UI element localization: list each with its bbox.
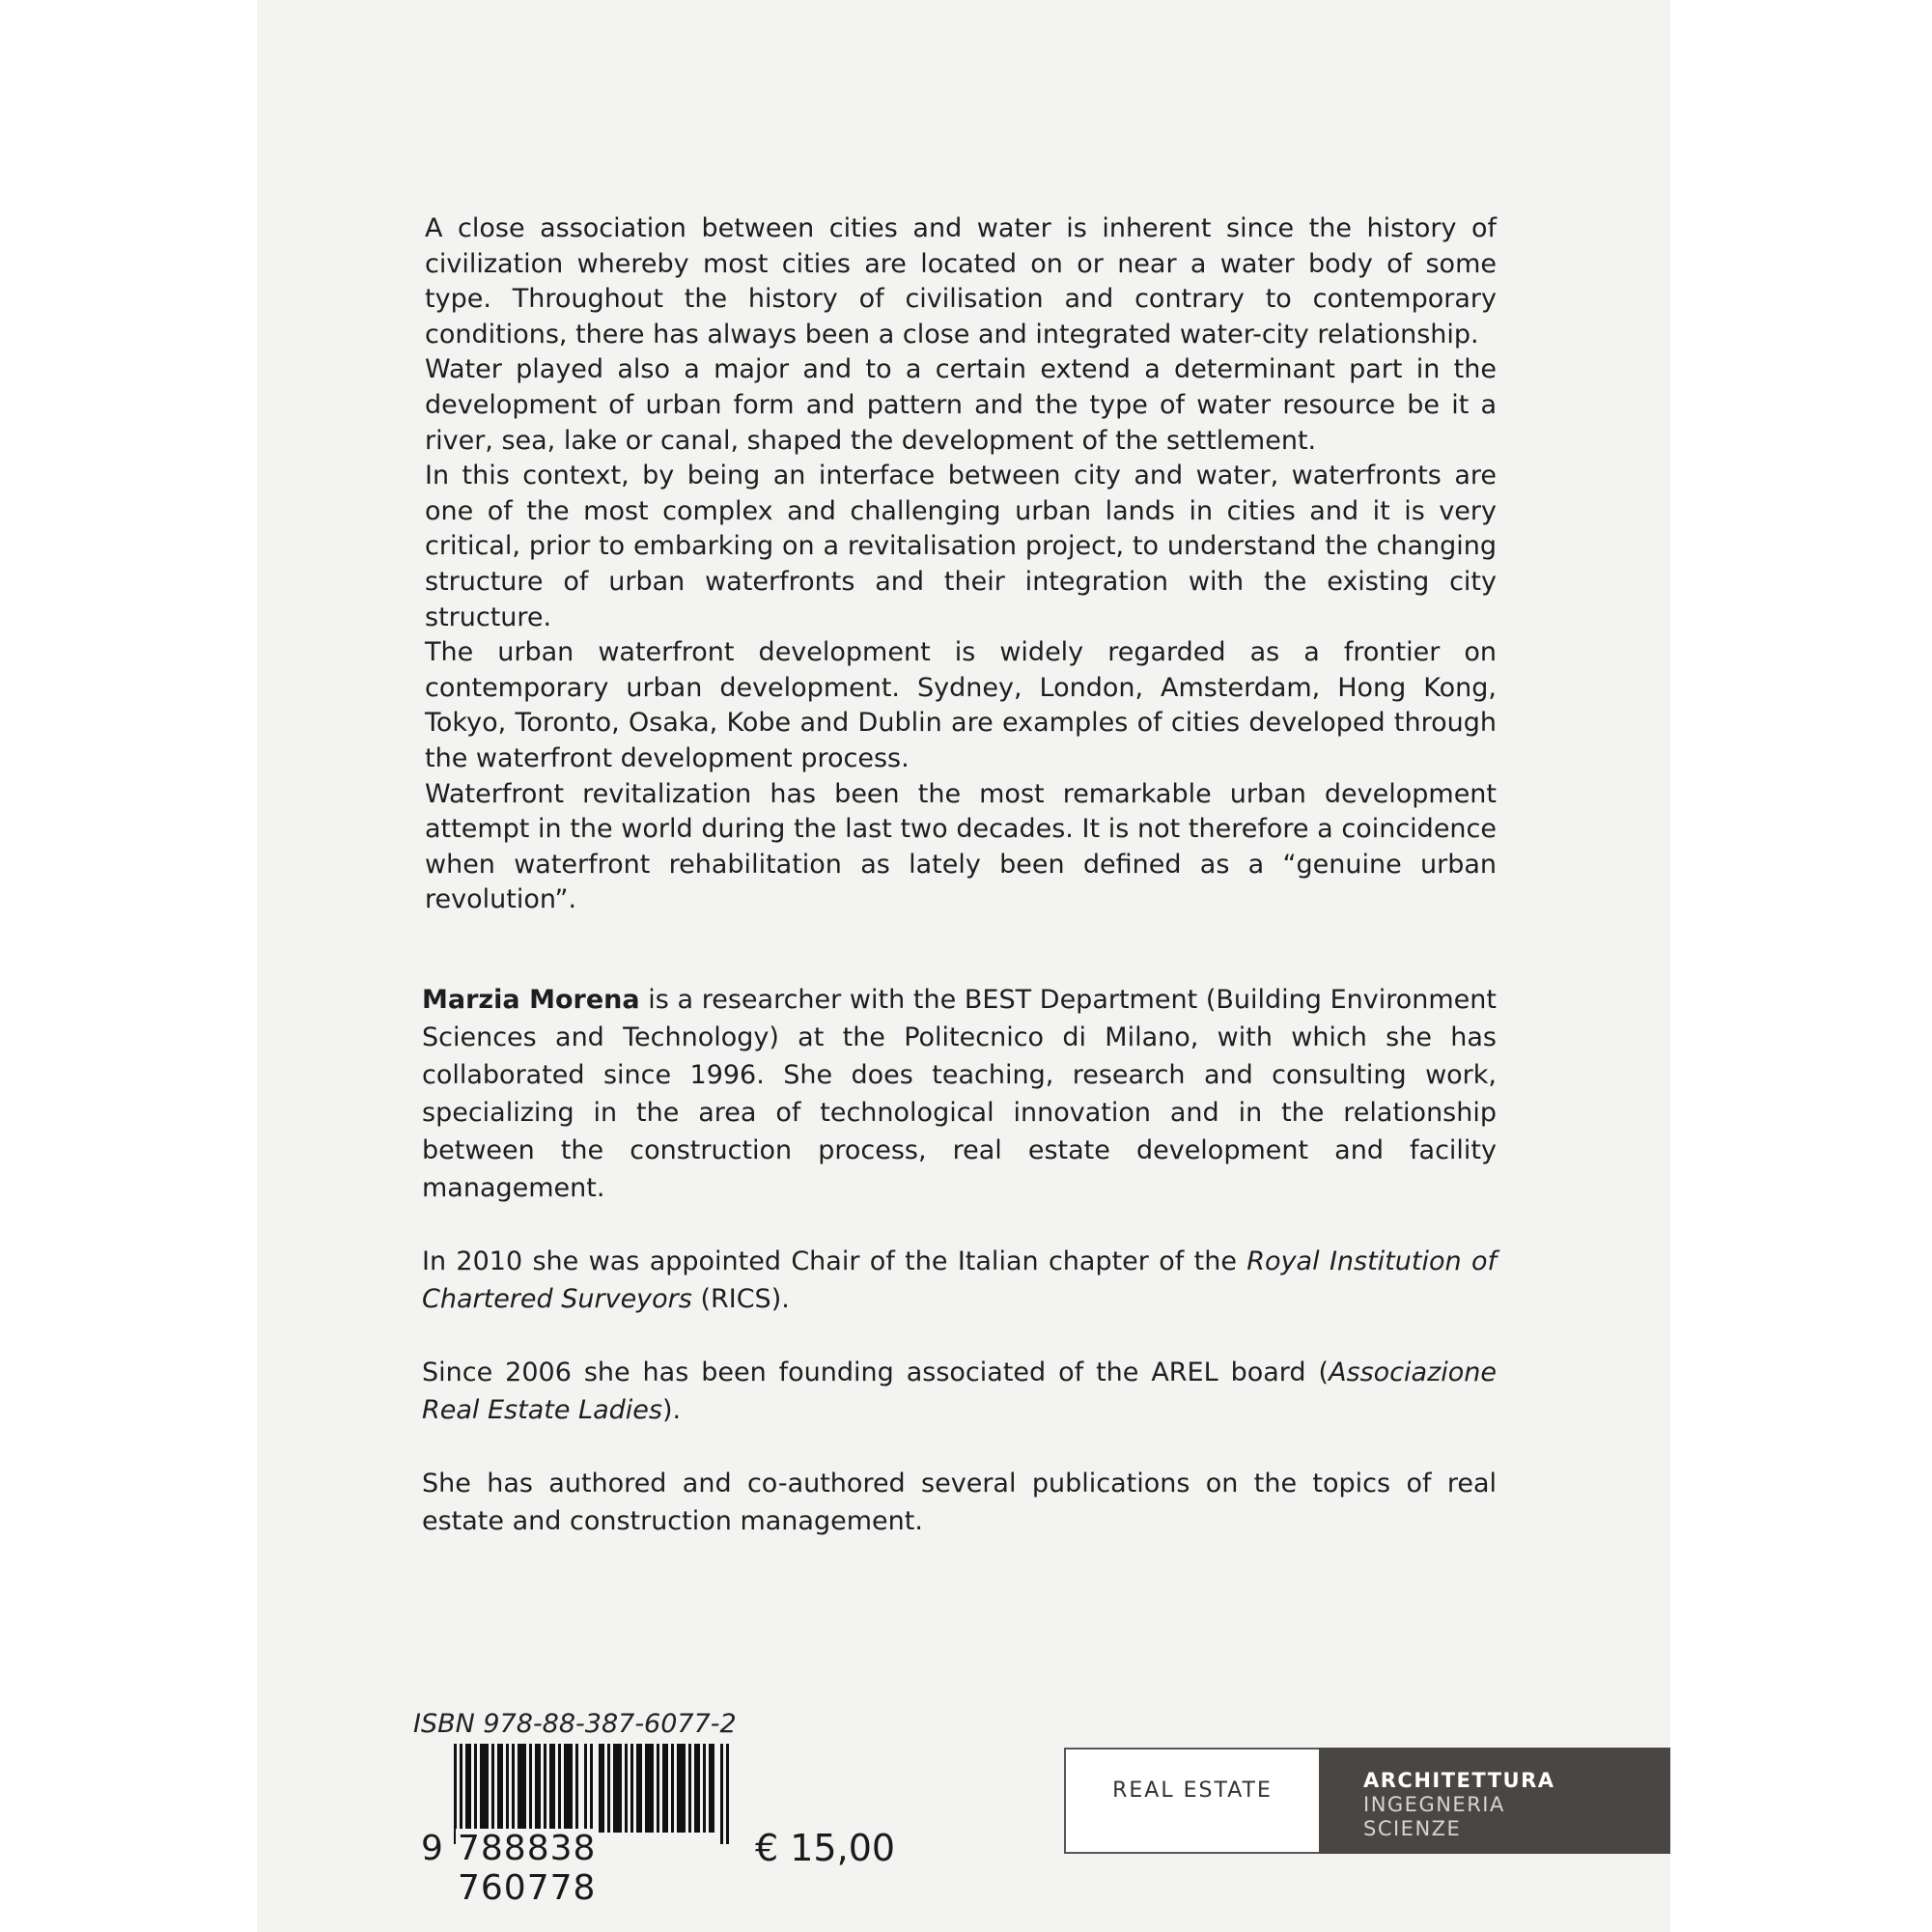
category-box — [1064, 1748, 1319, 1854]
arel-name: Associazione Real Estate Ladies — [422, 1358, 1497, 1425]
blurb-paragraph: Water played also a major and to a certain extend a determinant part in the development of urban form and pattern and the type of water resource be it a river, sea, lake or canal, shaped the development of the settlement. — [425, 354, 1497, 456]
bio-paragraph: Since 2006 she has been founding associated of the AREL board (Associazione Real Estate Ladies). — [422, 1358, 1497, 1425]
barcode-number: 788838 760778 — [458, 1829, 597, 1908]
bio-paragraph: In 2010 she was appointed Chair of the Italian chapter of the Royal Institution of Chartered Surveyors (RICS). — [422, 1246, 1497, 1314]
blurb-paragraph: Waterfront revitalization has been the most remarkable urban development attempt in the world during the last two decades. It is not therefore a coincidence when waterfront rehabilitation as lately been defined as a “genuine urban revolution”. — [425, 778, 1497, 915]
rics-name: Royal Institution of Chartered Surveyors — [422, 1246, 1497, 1314]
blurb-paragraph: In this context, by being an interface between city and water, waterfronts are one of the most complex and challenging urban lands in cities and it is very critical, prior to embarking on a revitalisation project, to understand the changing structure of urban waterfronts and their integration with the existing city structure. — [425, 461, 1497, 632]
blurb-paragraph: The urban waterfront development is widely regarded as a frontier on contemporary urban development. Sydney, London, Amsterdam, Hong Kong, Tokyo, Toronto, Osaka, Kobe and Dublin are examples of cities developed through the waterfront development process. — [425, 637, 1497, 773]
price-label: € 15,00 — [755, 1827, 896, 1869]
bio-paragraph: Marzia Morena is a researcher with the BEST Department (Building Environment Sciences and Technology) at the Politecnico di Milano, with which she has collaborated since 1996. She does teaching, research and consulting work, specializing in the area of technological innovation and in the relationship between the construction process, real estate development and facility management. — [422, 985, 1497, 1203]
category-label: REAL ESTATE — [1112, 1778, 1273, 1803]
series-box — [1319, 1748, 1670, 1854]
author-name: Marzia Morena — [422, 985, 640, 1015]
series-title: ARCHITETTURA — [1363, 1769, 1555, 1792]
author-bio — [422, 981, 1497, 1576]
series-subtitle: SCIENZE — [1363, 1817, 1462, 1840]
bio-paragraph: She has authored and co-authored several publications on the topics of real estate and construction management. — [422, 1469, 1497, 1536]
isbn-label: ISBN 978-88-387-6077-2 — [413, 1709, 737, 1739]
series-subtitle: INGEGNERIA — [1363, 1793, 1505, 1816]
barcode-first-digit: 9 — [421, 1829, 443, 1868]
blurb-text — [425, 211, 1497, 918]
blurb-paragraph: A close association between cities and water is inherent since the history of civilization whereby most cities are located on or near a water body of some type. Throughout the history of civilisation and contrary to contemporary conditions, there has always been a close and integrated water-city relationship. — [425, 213, 1497, 350]
